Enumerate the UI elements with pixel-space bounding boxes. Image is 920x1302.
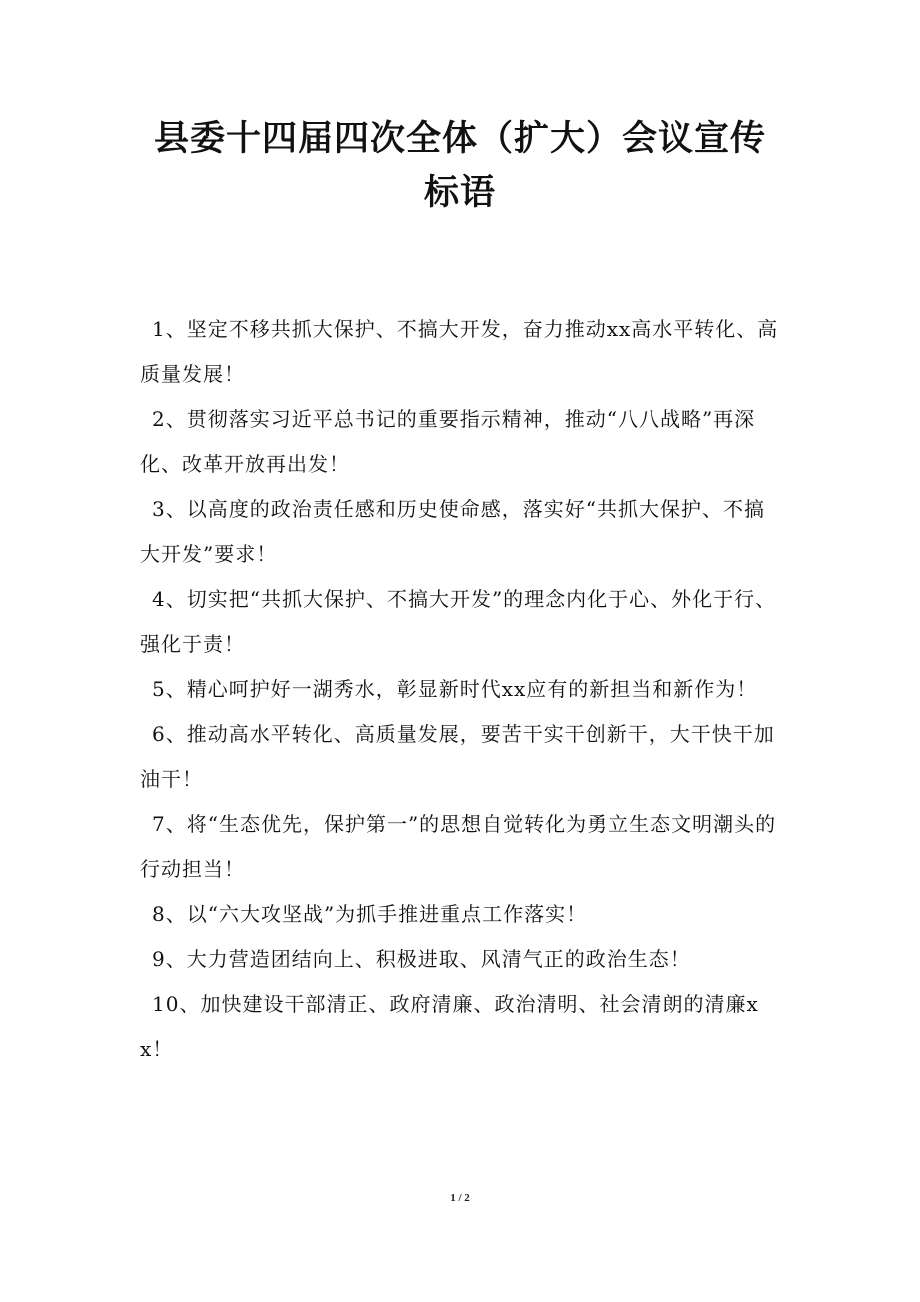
page-number: 1 / 2	[450, 1192, 470, 1204]
slogan-item-9: 9、大力营造团结向上、积极进取、风清气正的政治生态！	[152, 947, 691, 971]
slogan-item-3: 3、以高度的政治责任感和历史使命感，落实好“共抓大保护、不搞大开发”要求！	[140, 497, 765, 566]
document-title: 县委十四届四次全体（扩大）会议宣传标语	[153, 119, 766, 213]
slogan-item-7: 7、将“生态优先，保护第一”的思想自觉转化为勇立生态文明潮头的行动担当！	[140, 812, 777, 881]
slogan-item-6: 6、推动高水平转化、高质量发展，要苦干实干创新干，大干快干加油干！	[140, 722, 775, 791]
slogan-item-10: 10、加快建设干部清正、政府清廉、政治清明、社会清朗的清廉xx！	[140, 992, 759, 1061]
slogan-item-2: 2、贯彻落实习近平总书记的重要指示精神，推动“八八战略”再深化、改革开放再出发！	[140, 407, 756, 476]
slogan-item-1: 1、坚定不移共抓大保护、不搞大开发，奋力推动xx高水平转化、高质量发展！	[140, 317, 779, 386]
slogan-list	[140, 307, 780, 1072]
slogan-item-4: 4、切实把“共抓大保护、不搞大开发”的理念内化于心、外化于行、强化于责！	[140, 587, 777, 656]
slogan-item-8: 8、以“六大攻坚战”为抓手推进重点工作落实！	[152, 902, 588, 926]
slogan-item-5: 5、精心呵护好一湖秀水，彰显新时代xx应有的新担当和新作为！	[152, 677, 758, 701]
